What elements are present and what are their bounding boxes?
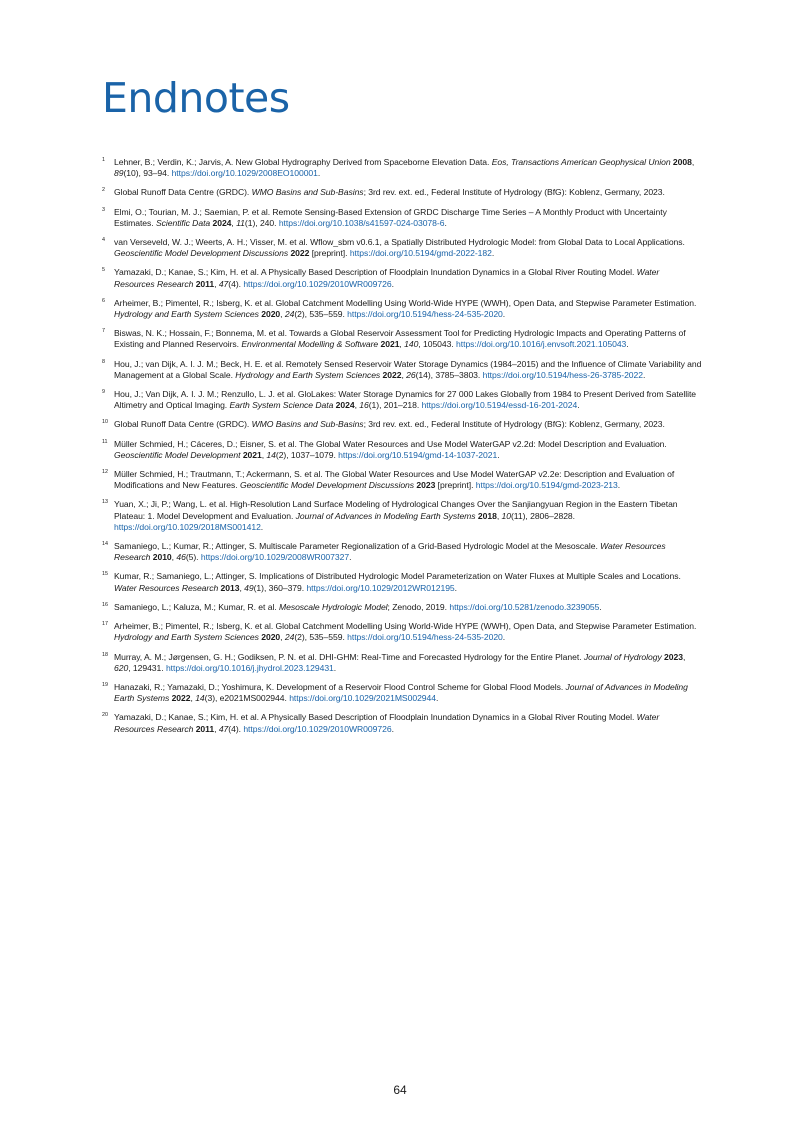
endnote-separator: , <box>190 693 196 704</box>
endnote-4 <box>102 237 702 259</box>
endnote-doi-link[interactable]: https://doi.org/10.1038/s41597-024-03078-6 <box>278 217 445 228</box>
endnote-number: 16 <box>102 601 108 608</box>
endnote-volume: 47 <box>218 278 229 289</box>
endnote-doi-link[interactable]: https://doi.org/10.5194/hess-24-535-2020 <box>347 632 503 643</box>
endnote-volume: 140 <box>404 339 419 350</box>
endnote-doi-link[interactable]: https://doi.org/10.1029/2010WR009726 <box>243 278 392 289</box>
endnote-pages: (2), 535–559. <box>294 309 348 320</box>
endnote-doi-link[interactable]: https://doi.org/10.5194/gmd-2023-213 <box>475 480 618 491</box>
endnote-doi-link[interactable]: https://doi.org/10.5194/gmd-14-1037-2021 <box>338 449 498 460</box>
endnote-end: . <box>626 339 629 350</box>
endnote-8 <box>102 359 702 381</box>
endnote-pages: (11), 2806–2828. <box>510 510 575 521</box>
endnote-3 <box>102 207 702 229</box>
endnote-end: . <box>454 582 458 593</box>
endnote-number: 19 <box>102 681 108 688</box>
endnote-doi-link[interactable]: https://doi.org/10.1029/2012WR012195 <box>306 582 455 593</box>
endnote-year: 2013 <box>220 582 240 593</box>
endnote-doi-link[interactable]: https://doi.org/10.1029/2008WR007327 <box>200 552 350 563</box>
endnote-journal: Journal of Hydrology <box>583 651 662 662</box>
endnote-journal: Journal of Advances in Modeling Earth Systems <box>295 510 476 521</box>
endnote-pages: (10), 93–94. <box>123 168 172 179</box>
endnote-end: . <box>617 480 621 491</box>
endnote-journal: Hydrology and Earth System Sciences <box>114 632 259 643</box>
endnote-19 <box>102 682 702 704</box>
endnote-journal: Geoscientific Model Development Discussions <box>114 248 289 259</box>
endnote-end: . <box>502 632 506 643</box>
endnote-5 <box>102 267 702 289</box>
endnote-number: 5 <box>102 267 105 274</box>
endnote-text: Hou, J.; Van Dijk, A. I. J. M.; Renzullo, L. J. et al. GloLakes: Water Storage Dynamics for 27 000 Lakes Globally from 1984 to Present Derived from Satellite Altimetry and Optical Imaging. <box>114 389 697 411</box>
endnote-separator: , <box>261 449 267 460</box>
endnote-volume: 14 <box>195 693 205 704</box>
endnote-year: 2008 <box>672 157 692 167</box>
endnote-pages: (2), 1037–1079. <box>275 449 339 460</box>
endnote-number: 20 <box>102 712 108 719</box>
endnote-number: 4 <box>102 237 105 244</box>
endnote-pages: (14), 3785–3803. <box>415 369 483 380</box>
endnote-end: . <box>391 278 394 289</box>
endnote-separator: , <box>231 217 237 228</box>
endnote-pages: (1), 240. <box>244 217 279 228</box>
endnote-number: 13 <box>102 499 108 506</box>
endnote-end: . <box>349 552 352 563</box>
endnote-year: 2020 <box>261 309 281 320</box>
endnote-12 <box>102 469 702 491</box>
endnote-separator: , <box>214 723 219 734</box>
endnote-13 <box>102 499 702 533</box>
endnote-number: 14 <box>102 541 108 548</box>
endnote-journal: Water Resources Research <box>114 267 660 289</box>
endnote-pages: (1), 201–218. <box>368 400 422 411</box>
endnote-text: Global Runoff Data Centre (GRDC). <box>114 419 252 430</box>
endnote-doi-link[interactable]: https://doi.org/10.1016/j.jhydrol.2023.129431 <box>165 662 334 673</box>
endnote-text: Arheimer, B.; Pimentel, R.; Isberg, K. et al. Global Catchment Modelling Using World-Wide HYPE (WWH), Open Data, and Stepwise Parameter Estimation. <box>114 297 697 308</box>
endnote-17 <box>102 621 702 643</box>
endnote-separator: , <box>354 400 360 411</box>
endnote-number: 9 <box>102 389 105 396</box>
endnote-6 <box>102 298 702 320</box>
endnote-text: Yuan, X.; Ji, P.; Wang, L. et al. High-Resolution Land Surface Modeling of Hydrological Changes Over the Sanjiangyuan Region in the Eastern Tibetan Plateau: 1. Model Development and Evaluation. <box>114 499 678 521</box>
endnote-journal: Scientific Data <box>155 217 211 228</box>
endnote-doi-link[interactable]: https://doi.org/10.1016/j.envsoft.2021.105043 <box>456 339 627 350</box>
endnote-journal: Hydrology and Earth System Sciences <box>235 369 381 380</box>
endnote-pages: (5). <box>185 552 201 563</box>
endnote-number: 18 <box>102 651 108 658</box>
endnote-year: 2023 <box>416 480 436 491</box>
endnote-year: 2023 <box>664 651 683 662</box>
endnote-journal: Water Resources Research <box>114 541 666 563</box>
endnote-end: . <box>317 168 321 179</box>
page-title: Endnotes <box>102 74 290 122</box>
endnote-text: Kumar, R.; Samaniego, L.; Attinger, S. Implications of Distributed Hydrologic Model Parameterization on Water Fluxes at Multiple Scales and Locations. <box>114 571 681 582</box>
endnote-separator: , <box>280 309 285 320</box>
endnote-doi-link[interactable]: https://doi.org/10.5194/hess-26-3785-2022 <box>482 369 643 380</box>
endnote-pages: ; Zenodo, 2019. <box>387 601 450 612</box>
page-number: 64 <box>393 1083 407 1097</box>
endnote-pages: ; 3rd rev. ext. ed., Federal Institute of Hydrology (BfG): Koblenz, Germany, 2023. <box>363 419 665 430</box>
endnote-volume: 24 <box>284 309 295 320</box>
endnote-number: 3 <box>102 206 105 213</box>
endnote-volume: 89 <box>114 168 124 179</box>
endnote-separator: [preprint]. <box>435 480 476 491</box>
endnote-separator: , <box>239 582 245 593</box>
endnote-doi-link[interactable]: https://doi.org/10.5194/gmd-2022-182 <box>349 248 492 259</box>
endnote-journal: Geoscientific Model Development <box>114 449 241 460</box>
endnote-text: Müller Schmied, H.; Cáceres, D.; Eisner, S. et al. The Global Water Resources and Use Model WaterGAP v2.2d: Model Description and Evaluation. <box>114 438 667 449</box>
endnote-year: 2011 <box>195 723 215 734</box>
endnote-end: . <box>502 309 506 320</box>
endnote-volume: 49 <box>244 582 254 593</box>
endnote-text: Hou, J.; van Dijk, A. I. J. M.; Beck, H. E. et al. Remotely Sensed Reservoir Water Storage Dynamics (1984–2015) and the Influence of Climate Variability and Management at a Global Scale. <box>114 358 702 380</box>
endnote-number: 2 <box>102 187 105 194</box>
endnote-number: 1 <box>102 157 105 163</box>
endnote-separator: , <box>214 278 219 289</box>
endnote-end: . <box>491 248 495 259</box>
endnote-journal: Geoscientific Model Development Discussions <box>239 480 415 491</box>
endnote-text: Murray, A. M.; Jørgensen, G. H.; Godiksen, P. N. et al. DHI-GHM: Real-Time and Forecasted Hydrology for the Entire Planet. <box>114 651 584 662</box>
endnote-separator: , <box>280 632 285 643</box>
endnote-number: 15 <box>102 571 108 578</box>
endnote-doi-link[interactable]: https://doi.org/10.5281/zenodo.3239055 <box>449 601 600 612</box>
endnote-end: . <box>333 662 337 673</box>
endnote-end: . <box>435 693 439 704</box>
endnote-year: 2011 <box>195 278 215 289</box>
endnote-text: Elmi, O.; Tourian, M. J.; Saemian, P. et al. Remote Sensing-Based Extension of GRDC Discharge Time Series – A Monthly Product with Uncertainty Estimates. <box>114 206 667 228</box>
endnote-text: Müller Schmied, H.; Trautmann, T.; Ackermann, S. et al. The Global Water Resources and Use Model WaterGAP v2.2e: Description and Evaluation of Modifications and New Features. <box>114 469 675 491</box>
endnote-pages: , 129431. <box>128 662 166 673</box>
endnote-pages: (2), 535–559. <box>294 632 348 643</box>
endnote-journal: Mesoscale Hydrologic Model <box>278 601 388 612</box>
endnote-journal: Hydrology and Earth System Sciences <box>114 309 259 320</box>
endnote-text: Lehner, B.; Verdin, K.; Jarvis, A. New Global Hydrography Derived from Spaceborne Elevation Data. <box>114 157 492 167</box>
endnote-text: Yamazaki, D.; Kanae, S.; Kim, H. et al. A Physically Based Description of Floodplain Inundation Dynamics in a Global River Routing Model. <box>114 712 637 723</box>
endnote-text: Biswas, N. K.; Hossain, F.; Bonnema, M. et al. Towards a Global Reservoir Assessment Tool for Predicting Hydrologic Impacts and Operating Patterns of Existing and Planned Reservoirs. <box>114 328 686 350</box>
endnote-journal: Earth System Science Data <box>229 400 334 411</box>
endnote-doi-link[interactable]: https://doi.org/10.5194/hess-24-535-2020 <box>347 309 503 320</box>
endnote-end: . <box>577 400 580 411</box>
endnote-text: Global Runoff Data Centre (GRDC). <box>114 187 252 198</box>
endnote-text: Samaniego, L.; Kaluza, M.; Kumar, R. et al. <box>114 601 279 612</box>
endnote-9 <box>102 389 702 411</box>
endnote-end: . <box>444 217 447 228</box>
endnote-volume: 14 <box>266 449 276 460</box>
endnote-volume: 47 <box>218 723 229 734</box>
endnote-2 <box>102 187 702 198</box>
endnote-text: Arheimer, B.; Pimentel, R.; Isberg, K. et al. Global Catchment Modelling Using World-Wide HYPE (WWH), Open Data, and Stepwise Parameter Estimation. <box>114 621 697 632</box>
endnote-15 <box>102 571 702 593</box>
endnote-year: 2022 <box>382 369 402 380</box>
endnote-year: 2024 <box>335 400 355 411</box>
endnote-year: 2010 <box>152 552 172 563</box>
endnote-11 <box>102 439 702 461</box>
endnote-pages: (4). <box>228 723 244 734</box>
endnote-year: 2022 <box>290 248 310 259</box>
endnote-doi-link[interactable]: https://doi.org/10.1029/2021MS002944 <box>289 693 436 704</box>
endnote-number: 6 <box>102 297 105 304</box>
endnote-number: 17 <box>102 621 108 628</box>
endnote-number: 7 <box>102 328 105 335</box>
endnote-separator: , <box>496 510 502 521</box>
endnote-separator: , <box>691 157 695 167</box>
endnote-number: 12 <box>102 469 108 476</box>
endnote-pages: (3), e2021MS002944. <box>204 693 290 704</box>
endnote-1 <box>102 157 702 179</box>
endnote-separator: , <box>171 552 177 563</box>
endnote-year: 2018 <box>477 510 497 521</box>
endnote-journal: Water Resources Research <box>114 582 219 593</box>
endnote-separator: , <box>399 339 405 350</box>
endnote-volume: 26 <box>406 369 416 380</box>
endnote-doi-link[interactable]: https://doi.org/10.1029/2010WR009726 <box>243 723 392 734</box>
endnote-year: 2022 <box>171 693 191 704</box>
endnote-end: . <box>643 369 646 380</box>
endnote-doi-link[interactable]: https://doi.org/10.5194/essd-16-201-2024 <box>421 400 578 411</box>
endnote-end: . <box>260 521 264 532</box>
endnote-number: 10 <box>102 419 108 426</box>
endnote-number: 8 <box>102 358 105 365</box>
endnote-7 <box>102 328 702 350</box>
endnotes-list <box>102 157 702 743</box>
endnote-journal: Water Resources Research <box>114 712 660 734</box>
endnote-volume: 46 <box>176 552 186 563</box>
endnote-separator: [preprint]. <box>309 248 350 259</box>
endnote-pages: (1), 360–379. <box>253 582 307 593</box>
endnote-end: . <box>497 449 500 460</box>
endnote-text: Yamazaki, D.; Kanae, S.; Kim, H. et al. A Physically Based Description of Floodplain Inundation Dynamics in a Global River Routing Model. <box>114 267 637 278</box>
endnote-volume: 24 <box>284 632 295 643</box>
endnote-year: 2024 <box>212 217 232 228</box>
endnote-10 <box>102 419 702 430</box>
endnote-pages: , 105043. <box>418 339 457 350</box>
endnote-text: Hanazaki, R.; Yamazaki, D.; Yoshimura, K. Development of a Reservoir Flood Control Scheme for Global Flood Models. <box>114 681 566 692</box>
endnote-year: 2021 <box>380 339 400 350</box>
endnote-end: . <box>391 723 394 734</box>
endnote-number: 11 <box>102 438 108 445</box>
endnote-volume: 10 <box>501 510 511 521</box>
endnote-text: Samaniego, L.; Kumar, R.; Attinger, S. Multiscale Parameter Regionalization of a Grid-Based Hydrologic Model at the Mesoscale. <box>114 541 601 552</box>
endnote-doi-link[interactable]: https://doi.org/10.1029/2018MS001412 <box>114 521 261 532</box>
endnote-separator: , <box>401 369 407 380</box>
endnote-pages: (4). <box>228 278 244 289</box>
endnote-journal: Journal of Advances in Modeling Earth Systems <box>114 681 688 704</box>
endnote-volume: 16 <box>359 400 369 411</box>
endnote-volume: 11 <box>236 217 245 228</box>
endnote-journal: Eos, Transactions American Geophysical Union <box>491 157 671 167</box>
endnote-journal: WMO Basins and Sub-Basins <box>251 419 364 430</box>
endnote-pages: ; 3rd rev. ext. ed., Federal Institute of Hydrology (BfG): Koblenz, Germany, 2023. <box>363 187 665 198</box>
endnote-20 <box>102 712 702 734</box>
endnote-16 <box>102 602 702 613</box>
endnote-journal: WMO Basins and Sub-Basins <box>251 187 364 198</box>
endnote-year: 2021 <box>242 449 262 460</box>
endnote-journal: Environmental Modelling & Software <box>241 339 379 350</box>
endnote-text: van Verseveld, W. J.; Weerts, A. H.; Visser, M. et al. Wflow_sbm v0.6.1, a Spatially Distributed Hydrologic Model: from Global Data to Local Applications. <box>114 237 685 248</box>
endnote-18 <box>102 652 702 674</box>
endnote-separator: , <box>682 651 686 662</box>
endnote-doi-link[interactable]: https://doi.org/10.1029/2008EO100001 <box>171 168 318 179</box>
endnote-volume: 620 <box>114 662 129 673</box>
endnote-end: . <box>599 601 602 612</box>
endnote-year: 2020 <box>261 632 281 643</box>
endnote-14 <box>102 541 702 563</box>
